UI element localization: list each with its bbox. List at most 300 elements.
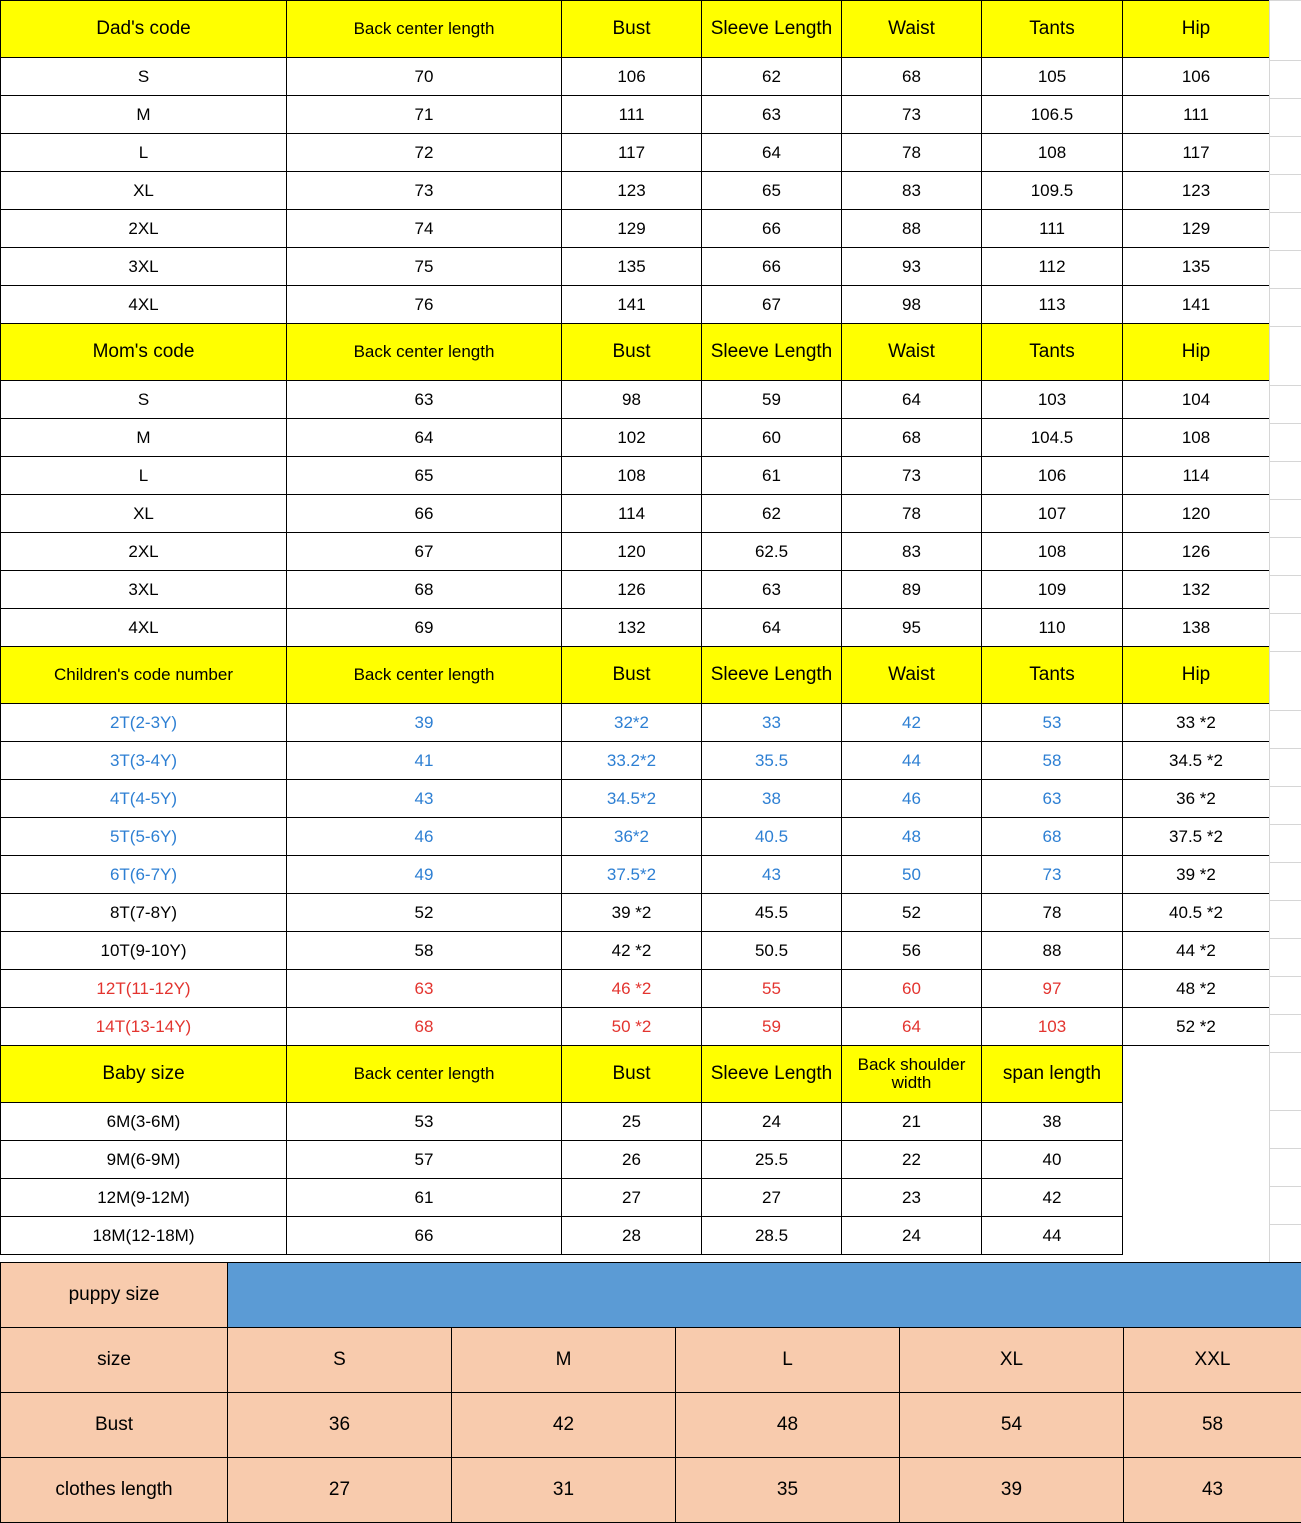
data-cell: 103 — [982, 1008, 1123, 1046]
data-cell: 43 — [287, 780, 562, 818]
data-cell: 75 — [287, 248, 562, 286]
table-row — [1, 1217, 1270, 1255]
row-label-cell: 2XL — [1, 210, 287, 248]
column-header: Bust — [562, 647, 702, 704]
data-cell: 138 — [1123, 609, 1270, 647]
data-cell: 63 — [982, 780, 1123, 818]
row-label-cell: 10T(9-10Y) — [1, 932, 287, 970]
row-label-cell: S — [1, 381, 287, 419]
data-cell: 24 — [842, 1217, 982, 1255]
data-cell: 73 — [287, 172, 562, 210]
table-row — [1, 571, 1270, 609]
row-label-cell: 9M(6-9M) — [1, 1141, 287, 1179]
grid-row — [1269, 786, 1301, 787]
data-cell: 135 — [562, 248, 702, 286]
column-header: Baby size — [1, 1046, 287, 1103]
data-cell: 38 — [702, 780, 842, 818]
data-cell: 44 — [982, 1217, 1123, 1255]
data-cell: 132 — [562, 609, 702, 647]
data-cell: 66 — [702, 210, 842, 248]
row-label-cell: 5T(5-6Y) — [1, 818, 287, 856]
grid-row — [1269, 1052, 1301, 1053]
data-cell: 61 — [702, 457, 842, 495]
grid-row — [1269, 212, 1301, 213]
data-cell: 126 — [562, 571, 702, 609]
row-label-cell: 3XL — [1, 248, 287, 286]
data-cell: 33 — [702, 704, 842, 742]
row-label-cell: 14T(13-14Y) — [1, 1008, 287, 1046]
table-row — [1, 856, 1270, 894]
row-label-cell: 12T(11-12Y) — [1, 970, 287, 1008]
data-cell — [1123, 1217, 1270, 1255]
data-cell: 59 — [702, 381, 842, 419]
puppy-title: puppy size — [1, 1263, 228, 1328]
column-header: Back center length — [287, 1046, 562, 1103]
data-cell: 39 *2 — [1123, 856, 1270, 894]
column-header: Bust — [562, 1, 702, 58]
data-cell: 76 — [287, 286, 562, 324]
column-header: Waist — [842, 1, 982, 58]
data-cell: 104 — [1123, 381, 1270, 419]
data-cell: 106 — [982, 457, 1123, 495]
table-header-row-dad — [1, 1, 1270, 58]
grid-row — [1269, 748, 1301, 749]
row-label-cell: XL — [1, 495, 287, 533]
column-header: Back shoulder width — [842, 1046, 982, 1103]
data-cell: 45.5 — [702, 894, 842, 932]
grid-row — [1269, 900, 1301, 901]
grid-row — [1269, 938, 1301, 939]
data-cell: 49 — [287, 856, 562, 894]
data-cell: 57 — [287, 1141, 562, 1179]
data-cell: 48 *2 — [1123, 970, 1270, 1008]
data-cell: 109.5 — [982, 172, 1123, 210]
table-row — [1, 780, 1270, 818]
data-cell: 141 — [562, 286, 702, 324]
data-cell: 41 — [287, 742, 562, 780]
table-row — [1, 742, 1270, 780]
puppy-table-row — [1, 1393, 1301, 1458]
grid-row — [1269, 710, 1301, 711]
data-cell: 48 — [842, 818, 982, 856]
column-header: Waist — [842, 324, 982, 381]
data-cell: 88 — [842, 210, 982, 248]
data-cell: 60 — [842, 970, 982, 1008]
data-cell: 93 — [842, 248, 982, 286]
data-cell: 64 — [287, 419, 562, 457]
data-cell: 62 — [702, 495, 842, 533]
table-row — [1, 58, 1270, 96]
grid-row — [1269, 575, 1301, 576]
data-cell: 110 — [982, 609, 1123, 647]
data-cell: 78 — [842, 495, 982, 533]
data-cell: 39 *2 — [562, 894, 702, 932]
grid-row — [1269, 288, 1301, 289]
data-cell: 39 — [287, 704, 562, 742]
grid-row — [1269, 1186, 1301, 1187]
data-cell: 120 — [562, 533, 702, 571]
grid-row — [1269, 1148, 1301, 1149]
grid-row — [1269, 423, 1301, 424]
data-cell: 63 — [287, 381, 562, 419]
column-header: Tants — [982, 1, 1123, 58]
data-cell: 141 — [1123, 286, 1270, 324]
data-cell: 113 — [982, 286, 1123, 324]
data-cell: 108 — [562, 457, 702, 495]
data-cell: 68 — [842, 419, 982, 457]
data-cell: 64 — [842, 381, 982, 419]
data-cell: 34.5 *2 — [1123, 742, 1270, 780]
column-header: Mom's code — [1, 324, 287, 381]
table-row — [1, 894, 1270, 932]
column-header: Children's code number — [1, 647, 287, 704]
table-row — [1, 381, 1270, 419]
row-label-cell: 4T(4-5Y) — [1, 780, 287, 818]
row-label-cell: 18M(12-18M) — [1, 1217, 287, 1255]
data-cell: 52 — [287, 894, 562, 932]
data-cell: 73 — [842, 457, 982, 495]
row-label-cell: 6M(3-6M) — [1, 1103, 287, 1141]
data-cell: 50.5 — [702, 932, 842, 970]
table-row — [1, 286, 1270, 324]
data-cell: 46 — [842, 780, 982, 818]
puppy-header-row — [1, 1328, 1301, 1393]
row-label-cell: XL — [1, 172, 287, 210]
grid-row — [1269, 499, 1301, 500]
grid-row — [1269, 385, 1301, 386]
column-header: span length — [982, 1046, 1123, 1103]
data-cell: 37.5*2 — [562, 856, 702, 894]
column-header: Hip — [1123, 1, 1270, 58]
data-cell: 132 — [1123, 571, 1270, 609]
grid-row — [1269, 136, 1301, 137]
grid-row — [1269, 862, 1301, 863]
data-cell: 120 — [1123, 495, 1270, 533]
grid-row — [1269, 1224, 1301, 1225]
table-row — [1, 533, 1270, 571]
data-cell: 25.5 — [702, 1141, 842, 1179]
data-cell: 53 — [287, 1103, 562, 1141]
data-cell: 106.5 — [982, 96, 1123, 134]
column-header: Back center length — [287, 324, 562, 381]
grid-row — [1269, 1110, 1301, 1111]
data-cell: 58 — [982, 742, 1123, 780]
row-label-cell: 2T(2-3Y) — [1, 704, 287, 742]
data-cell: 112 — [982, 248, 1123, 286]
row-label-cell: L — [1, 457, 287, 495]
data-cell: 55 — [702, 970, 842, 1008]
column-header: Sleeve Length — [702, 1046, 842, 1103]
data-cell: 129 — [1123, 210, 1270, 248]
grid-row — [1269, 824, 1301, 825]
data-cell: 58 — [287, 932, 562, 970]
data-cell: 73 — [982, 856, 1123, 894]
row-label-cell: 4XL — [1, 609, 287, 647]
data-cell: 114 — [562, 495, 702, 533]
column-header: Hip — [1123, 324, 1270, 381]
data-cell: 67 — [287, 533, 562, 571]
row-label-cell: 12M(9-12M) — [1, 1179, 287, 1217]
data-cell: 69 — [287, 609, 562, 647]
table-header-row-mom — [1, 324, 1270, 381]
data-cell: 98 — [842, 286, 982, 324]
data-cell: 104.5 — [982, 419, 1123, 457]
data-cell: 66 — [287, 1217, 562, 1255]
grid-row — [1269, 250, 1301, 251]
data-cell: 97 — [982, 970, 1123, 1008]
puppy-title-row — [1, 1263, 1301, 1328]
data-cell: 46 *2 — [562, 970, 702, 1008]
data-cell: 103 — [982, 381, 1123, 419]
data-cell: 102 — [562, 419, 702, 457]
column-header: Sleeve Length — [702, 647, 842, 704]
data-cell: 67 — [702, 286, 842, 324]
data-cell: 23 — [842, 1179, 982, 1217]
data-cell: 114 — [1123, 457, 1270, 495]
puppy-column-header: size — [1, 1328, 228, 1393]
row-label-cell: 2XL — [1, 533, 287, 571]
data-cell: 62 — [702, 58, 842, 96]
data-cell: 78 — [842, 134, 982, 172]
puppy-data-cell: 48 — [676, 1393, 900, 1458]
data-cell: 106 — [1123, 58, 1270, 96]
column-header — [1123, 1046, 1270, 1103]
data-cell — [1123, 1141, 1270, 1179]
data-cell: 43 — [702, 856, 842, 894]
grid-row — [1269, 98, 1301, 99]
data-cell: 27 — [702, 1179, 842, 1217]
data-cell: 73 — [842, 96, 982, 134]
data-cell: 66 — [287, 495, 562, 533]
grid-row — [1269, 613, 1301, 614]
row-label-cell: M — [1, 419, 287, 457]
puppy-title-filler — [228, 1263, 1301, 1328]
column-header: Back center length — [287, 1, 562, 58]
data-cell: 108 — [982, 533, 1123, 571]
table-row — [1, 1008, 1270, 1046]
data-cell: 61 — [287, 1179, 562, 1217]
table-row — [1, 419, 1270, 457]
column-header: Tants — [982, 647, 1123, 704]
table-row — [1, 172, 1270, 210]
data-cell: 40.5 *2 — [1123, 894, 1270, 932]
grid-row — [1269, 651, 1301, 652]
grid-row — [1269, 1014, 1301, 1015]
data-cell: 42 — [842, 704, 982, 742]
data-cell: 50 *2 — [562, 1008, 702, 1046]
data-cell: 33 *2 — [1123, 704, 1270, 742]
puppy-table-row — [1, 1458, 1301, 1523]
row-label-cell: 6T(6-7Y) — [1, 856, 287, 894]
data-cell: 95 — [842, 609, 982, 647]
data-cell: 109 — [982, 571, 1123, 609]
data-cell: 56 — [842, 932, 982, 970]
data-cell: 35.5 — [702, 742, 842, 780]
data-cell: 129 — [562, 210, 702, 248]
grid-row — [1269, 0, 1301, 1]
puppy-column-header: M — [452, 1328, 676, 1393]
data-cell: 63 — [702, 96, 842, 134]
data-cell: 72 — [287, 134, 562, 172]
puppy-row-label: Bust — [1, 1393, 228, 1458]
data-cell — [1123, 1179, 1270, 1217]
data-cell: 68 — [287, 1008, 562, 1046]
table-row — [1, 1141, 1270, 1179]
data-cell: 123 — [562, 172, 702, 210]
row-label-cell: 3XL — [1, 571, 287, 609]
data-cell: 27 — [562, 1179, 702, 1217]
data-cell: 65 — [702, 172, 842, 210]
puppy-size-table — [0, 1262, 1301, 1523]
data-cell: 111 — [1123, 96, 1270, 134]
data-cell: 68 — [982, 818, 1123, 856]
data-cell: 25 — [562, 1103, 702, 1141]
data-cell: 107 — [982, 495, 1123, 533]
puppy-data-cell: 39 — [900, 1458, 1124, 1523]
column-header: Sleeve Length — [702, 324, 842, 381]
puppy-data-cell: 43 — [1124, 1458, 1301, 1523]
data-cell: 64 — [702, 609, 842, 647]
row-label-cell: 8T(7-8Y) — [1, 894, 287, 932]
table-row — [1, 1179, 1270, 1217]
data-cell: 71 — [287, 96, 562, 134]
column-header: Back center length — [287, 647, 562, 704]
data-cell: 44 *2 — [1123, 932, 1270, 970]
puppy-column-header: XXL — [1124, 1328, 1301, 1393]
puppy-data-cell: 54 — [900, 1393, 1124, 1458]
table-row — [1, 457, 1270, 495]
table-row — [1, 495, 1270, 533]
data-cell: 63 — [287, 970, 562, 1008]
row-label-cell: M — [1, 96, 287, 134]
data-cell: 98 — [562, 381, 702, 419]
puppy-data-cell: 31 — [452, 1458, 676, 1523]
grid-row — [1269, 461, 1301, 462]
table-row — [1, 1103, 1270, 1141]
table-row — [1, 134, 1270, 172]
grid-row — [1269, 60, 1301, 61]
grid-column — [1269, 0, 1301, 1262]
data-cell: 22 — [842, 1141, 982, 1179]
data-cell: 64 — [702, 134, 842, 172]
data-cell: 111 — [982, 210, 1123, 248]
puppy-column-header: XL — [900, 1328, 1124, 1393]
data-cell: 78 — [982, 894, 1123, 932]
puppy-row-label: clothes length — [1, 1458, 228, 1523]
table-row — [1, 932, 1270, 970]
data-cell: 126 — [1123, 533, 1270, 571]
data-cell: 106 — [562, 58, 702, 96]
data-cell: 37.5 *2 — [1123, 818, 1270, 856]
data-cell: 60 — [702, 419, 842, 457]
data-cell: 59 — [702, 1008, 842, 1046]
data-cell: 88 — [982, 932, 1123, 970]
grid-row — [1269, 976, 1301, 977]
column-header: Tants — [982, 324, 1123, 381]
puppy-data-cell: 36 — [228, 1393, 452, 1458]
data-cell: 24 — [702, 1103, 842, 1141]
data-cell: 44 — [842, 742, 982, 780]
data-cell: 40.5 — [702, 818, 842, 856]
puppy-data-cell: 35 — [676, 1458, 900, 1523]
table-header-row-children — [1, 647, 1270, 704]
row-label-cell: 3T(3-4Y) — [1, 742, 287, 780]
column-header: Bust — [562, 1046, 702, 1103]
data-cell: 53 — [982, 704, 1123, 742]
table-row — [1, 704, 1270, 742]
puppy-data-cell: 27 — [228, 1458, 452, 1523]
data-cell: 42 *2 — [562, 932, 702, 970]
column-header: Hip — [1123, 647, 1270, 704]
grid-row — [1269, 326, 1301, 327]
data-cell: 26 — [562, 1141, 702, 1179]
data-cell: 42 — [982, 1179, 1123, 1217]
data-cell: 74 — [287, 210, 562, 248]
row-label-cell: 4XL — [1, 286, 287, 324]
data-cell: 89 — [842, 571, 982, 609]
data-cell: 21 — [842, 1103, 982, 1141]
data-cell: 68 — [287, 571, 562, 609]
table-row — [1, 818, 1270, 856]
column-header: Sleeve Length — [702, 1, 842, 58]
data-cell: 62.5 — [702, 533, 842, 571]
puppy-column-header: L — [676, 1328, 900, 1393]
data-cell: 105 — [982, 58, 1123, 96]
data-cell: 70 — [287, 58, 562, 96]
table-row — [1, 248, 1270, 286]
column-header: Waist — [842, 647, 982, 704]
data-cell: 28 — [562, 1217, 702, 1255]
data-cell: 117 — [562, 134, 702, 172]
row-label-cell: L — [1, 134, 287, 172]
data-cell: 111 — [562, 96, 702, 134]
data-cell: 65 — [287, 457, 562, 495]
data-cell: 66 — [702, 248, 842, 286]
data-cell: 68 — [842, 58, 982, 96]
puppy-data-cell: 42 — [452, 1393, 676, 1458]
data-cell: 36*2 — [562, 818, 702, 856]
column-header: Dad's code — [1, 1, 287, 58]
data-cell: 83 — [842, 533, 982, 571]
table-row — [1, 210, 1270, 248]
puppy-column-header: S — [228, 1328, 452, 1393]
row-label-cell: S — [1, 58, 287, 96]
grid-row — [1269, 537, 1301, 538]
data-cell: 46 — [287, 818, 562, 856]
data-cell: 108 — [982, 134, 1123, 172]
data-cell: 28.5 — [702, 1217, 842, 1255]
data-cell: 40 — [982, 1141, 1123, 1179]
table-header-row-baby — [1, 1046, 1270, 1103]
data-cell: 117 — [1123, 134, 1270, 172]
column-header: Bust — [562, 324, 702, 381]
data-cell: 108 — [1123, 419, 1270, 457]
data-cell: 33.2*2 — [562, 742, 702, 780]
data-cell — [1123, 1103, 1270, 1141]
puppy-data-cell: 58 — [1124, 1393, 1301, 1458]
data-cell: 135 — [1123, 248, 1270, 286]
data-cell: 34.5*2 — [562, 780, 702, 818]
table-row — [1, 96, 1270, 134]
data-cell: 38 — [982, 1103, 1123, 1141]
grid-row — [1269, 174, 1301, 175]
table-row — [1, 609, 1270, 647]
data-cell: 63 — [702, 571, 842, 609]
data-cell: 32*2 — [562, 704, 702, 742]
table-row — [1, 970, 1270, 1008]
data-cell: 52 *2 — [1123, 1008, 1270, 1046]
data-cell: 123 — [1123, 172, 1270, 210]
